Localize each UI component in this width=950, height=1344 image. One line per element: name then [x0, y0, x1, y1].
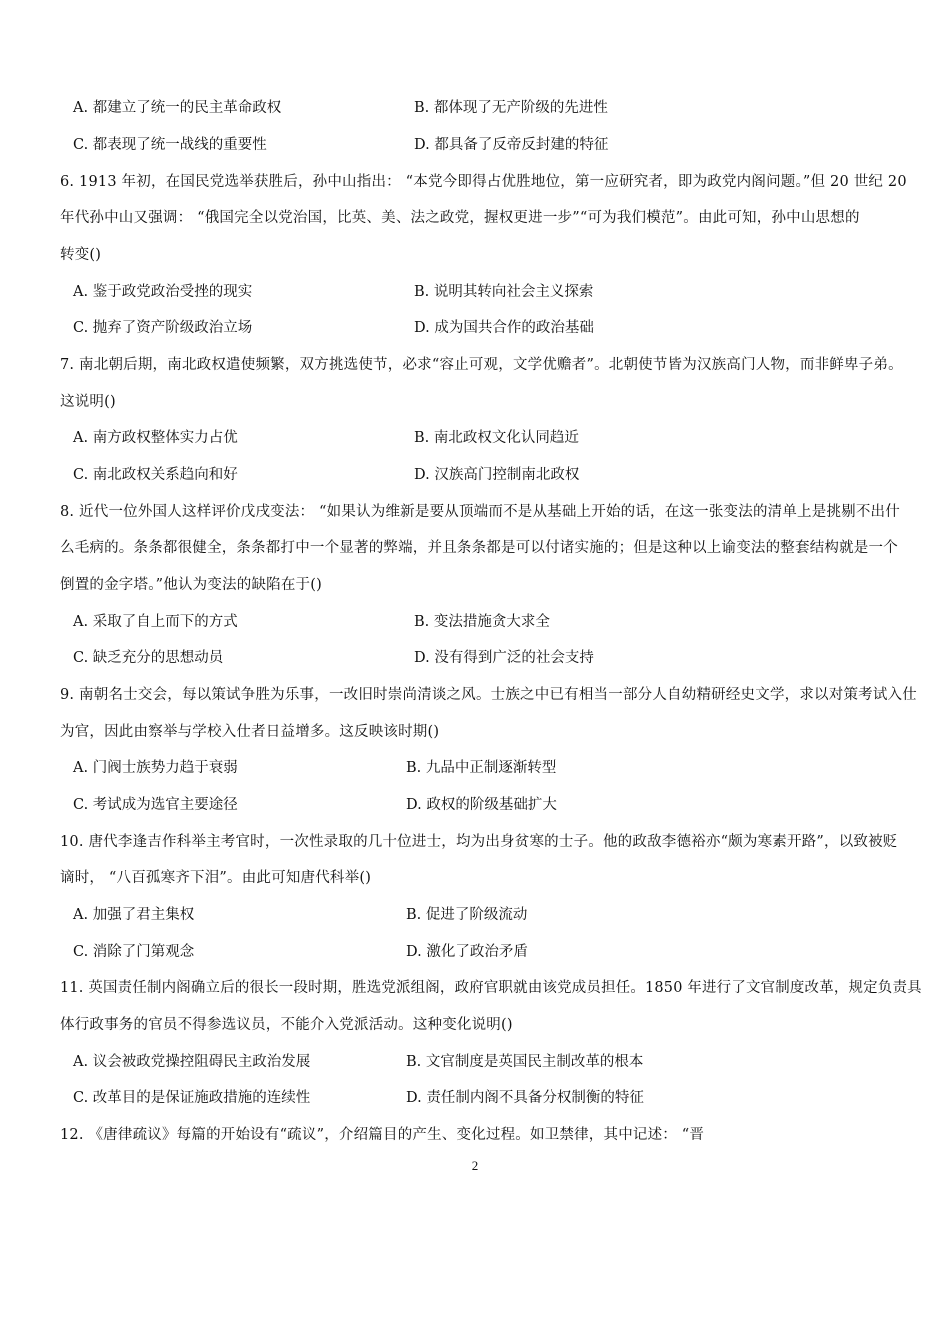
q8-stem-line-3: 倒置的金字塔。”他认为变法的缺陷在于() — [60, 577, 322, 593]
q9-stem-line-2: 为官，因此由察举与学校入仕者日益增多。这反映该时期() — [60, 724, 440, 740]
q8-stem-line-1: 8. 近代一位外国人这样评价戊戌变法： “如果认为维新是要从顶端而不是从基础上开始的话，在这一张变法的清单上是挑剔不出什 — [60, 504, 900, 520]
q11-option-b: B. 文官制度是英国民主制改革的根本 — [406, 1054, 644, 1070]
q10-stem-line-1: 10. 唐代李逢吉作科举主考官时，一次性录取的几十位进士，均为出身贫寒的士子。他的政敌李德裕亦“颇为寒素开路”，以致被贬 — [60, 834, 898, 850]
q6-option-d: D. 成为国共合作的政治基础 — [414, 320, 594, 336]
q6-option-a: A. 鉴于政党政治受挫的现实 — [73, 284, 253, 300]
q8-option-c: C. 缺乏充分的思想动员 — [73, 650, 224, 666]
q5-option-a: A. 都建立了统一的民主革命政权 — [73, 100, 282, 116]
q10-option-b: B. 促进了阶级流动 — [406, 907, 528, 923]
q7-option-b: B. 南北政权文化认同趋近 — [414, 430, 579, 446]
q6-stem-line-3: 转变() — [60, 247, 102, 263]
q10-option-c: C. 消除了门第观念 — [73, 944, 195, 960]
q7-option-a: A. 南方政权整体实力占优 — [73, 430, 238, 446]
q6-option-c: C. 抛弃了资产阶级政治立场 — [73, 320, 253, 336]
q9-option-c: C. 考试成为选官主要途径 — [73, 797, 238, 813]
q6-option-b: B. 说明其转向社会主义探索 — [414, 284, 594, 300]
q10-stem-line-2: 谪时， “八百孤寒齐下泪”。由此可知唐代科举() — [60, 870, 372, 886]
q7-option-d: D. 汉族高门控制南北政权 — [414, 467, 580, 483]
q7-stem-line-2: 这说明() — [60, 394, 116, 410]
q5-option-b: B. 都体现了无产阶级的先进性 — [414, 100, 608, 116]
q5-option-c: C. 都表现了统一战线的重要性 — [73, 137, 267, 153]
q5-option-d: D. 都具备了反帝反封建的特征 — [414, 137, 609, 153]
q6-stem-line-2: 年代孙中山又强调： “俄国完全以党治国，比英、美、法之政党，握权更进一步”“可为我们模范”。由此可知，孙中山思想的 — [60, 210, 860, 226]
q7-option-c: C. 南北政权关系趋向和好 — [73, 467, 238, 483]
q8-option-d: D. 没有得到广泛的社会支持 — [414, 650, 594, 666]
q11-option-a: A. 议会被政党操控阻碍民主政治发展 — [73, 1054, 311, 1070]
q9-option-b: B. 九品中正制逐渐转型 — [406, 760, 557, 776]
q12-stem-line-1: 12. 《唐律疏议》每篇的开始设有“疏议”，介绍篇目的产生、变化过程。如卫禁律，其中记述： “晋 — [60, 1127, 705, 1143]
q6-stem-line-1: 6. 1913 年初，在国民党选举获胜后，孙中山指出： “本党今即得占优胜地位，第一应研究者，即为政党内阁问题。”但 20 世纪 20 — [60, 174, 907, 190]
q11-stem-line-1: 11. 英国责任制内阁确立后的很长一段时期，胜选党派组阁，政府官职就由该党成员担任。1850 年进行了文官制度改革，规定负责具 — [60, 980, 922, 996]
q9-option-d: D. 政权的阶级基础扩大 — [406, 797, 557, 813]
q8-option-b: B. 变法措施贪大求全 — [414, 614, 550, 630]
q11-option-d: D. 责任制内阁不具备分权制衡的特征 — [406, 1090, 644, 1106]
q7-stem-line-1: 7. 南北朝后期，南北政权遣使频繁，双方挑选使节，必求“容止可观，文学优赡者”。北朝使节皆为汉族高门人物，而非鲜卑子弟。 — [60, 357, 903, 373]
q10-option-d: D. 激化了政治矛盾 — [406, 944, 528, 960]
q11-option-c: C. 改革目的是保证施政措施的连续性 — [73, 1090, 311, 1106]
q9-option-a: A. 门阀士族势力趋于衰弱 — [73, 760, 238, 776]
page-number: 2 — [471, 1158, 479, 1173]
q8-stem-line-2: 么毛病的。条条都很健全，条条都打中一个显著的弊端，并且条条都是可以付诸实施的；但是这种以上谕变法的整套结构就是一个 — [60, 540, 898, 556]
q11-stem-line-2: 体行政事务的官员不得参选议员，不能介入党派活动。这种变化说明() — [60, 1017, 513, 1033]
q9-stem-line-1: 9. 南朝名士交会，每以策试争胜为乐事，一改旧时崇尚清谈之风。士族之中已有相当一部分人自幼精研经史文学，求以对策考试入仕 — [60, 687, 917, 703]
q8-option-a: A. 采取了自上而下的方式 — [73, 614, 238, 630]
q10-option-a: A. 加强了君主集权 — [73, 907, 195, 923]
